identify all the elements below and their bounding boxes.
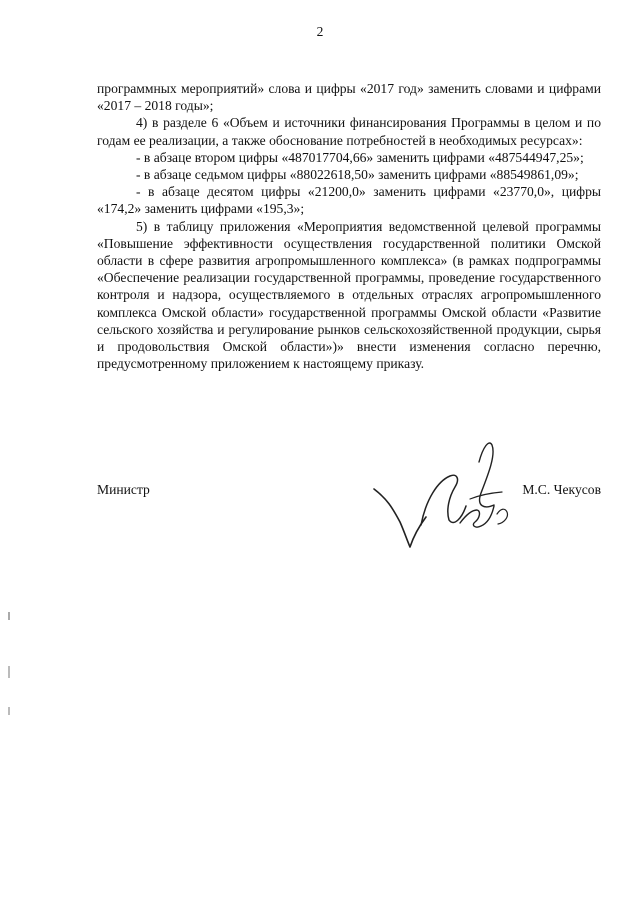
signature-title: Министр	[97, 482, 150, 497]
handwritten-signature	[362, 439, 512, 559]
paragraph-item-4: 4) в разделе 6 «Объем и источники финансирования Программы в целом и по годам ее реализации, а также обоснование потребностей в необходимых ресурсах»:	[97, 115, 601, 148]
paragraph-dash-1: - в абзаце втором цифры «487017704,66» заменить цифрами «487544947,25»;	[136, 149, 584, 165]
paragraph-continuation: программных мероприятий» слова и цифры «2017 год» заменить словами и цифрами «2017 – 2018 годы»;	[97, 81, 601, 114]
signature-block	[97, 481, 601, 581]
document-body	[97, 80, 601, 372]
paragraph-item-5: 5) в таблицу приложения «Мероприятия ведомственной целевой программы «Повышение эффективности осуществления государственной политики Омской области в сфере развития агропромышленного комплекса» (в рамках подпрограммы «Обеспечение реализации государственной программы, проведение государственного контроля и надзора, осуществляемого в отдельных отраслях агропромышленного комплекса Омской области» государственной программы Омской области «Развитие сельского хозяйства и регулирование рынков сельскохозяйственной продукции, сырья и продовольствия Омской области»)» внести изменения согласно перечню, предусмотренному приложением к настоящему приказу.	[97, 218, 601, 372]
paragraph-dash-3: - в абзаце десятом цифры «21200,0» заменить цифрами «23770,0», цифры «174,2» заменить цифрами «195,3»;	[97, 184, 601, 217]
paragraph-dash-2: - в абзаце седьмом цифры «88022618,50» заменить цифрами «88549861,09»;	[136, 167, 579, 183]
page-number: 2	[316, 24, 324, 39]
signature-name: М.С. Чекусов	[522, 482, 601, 497]
